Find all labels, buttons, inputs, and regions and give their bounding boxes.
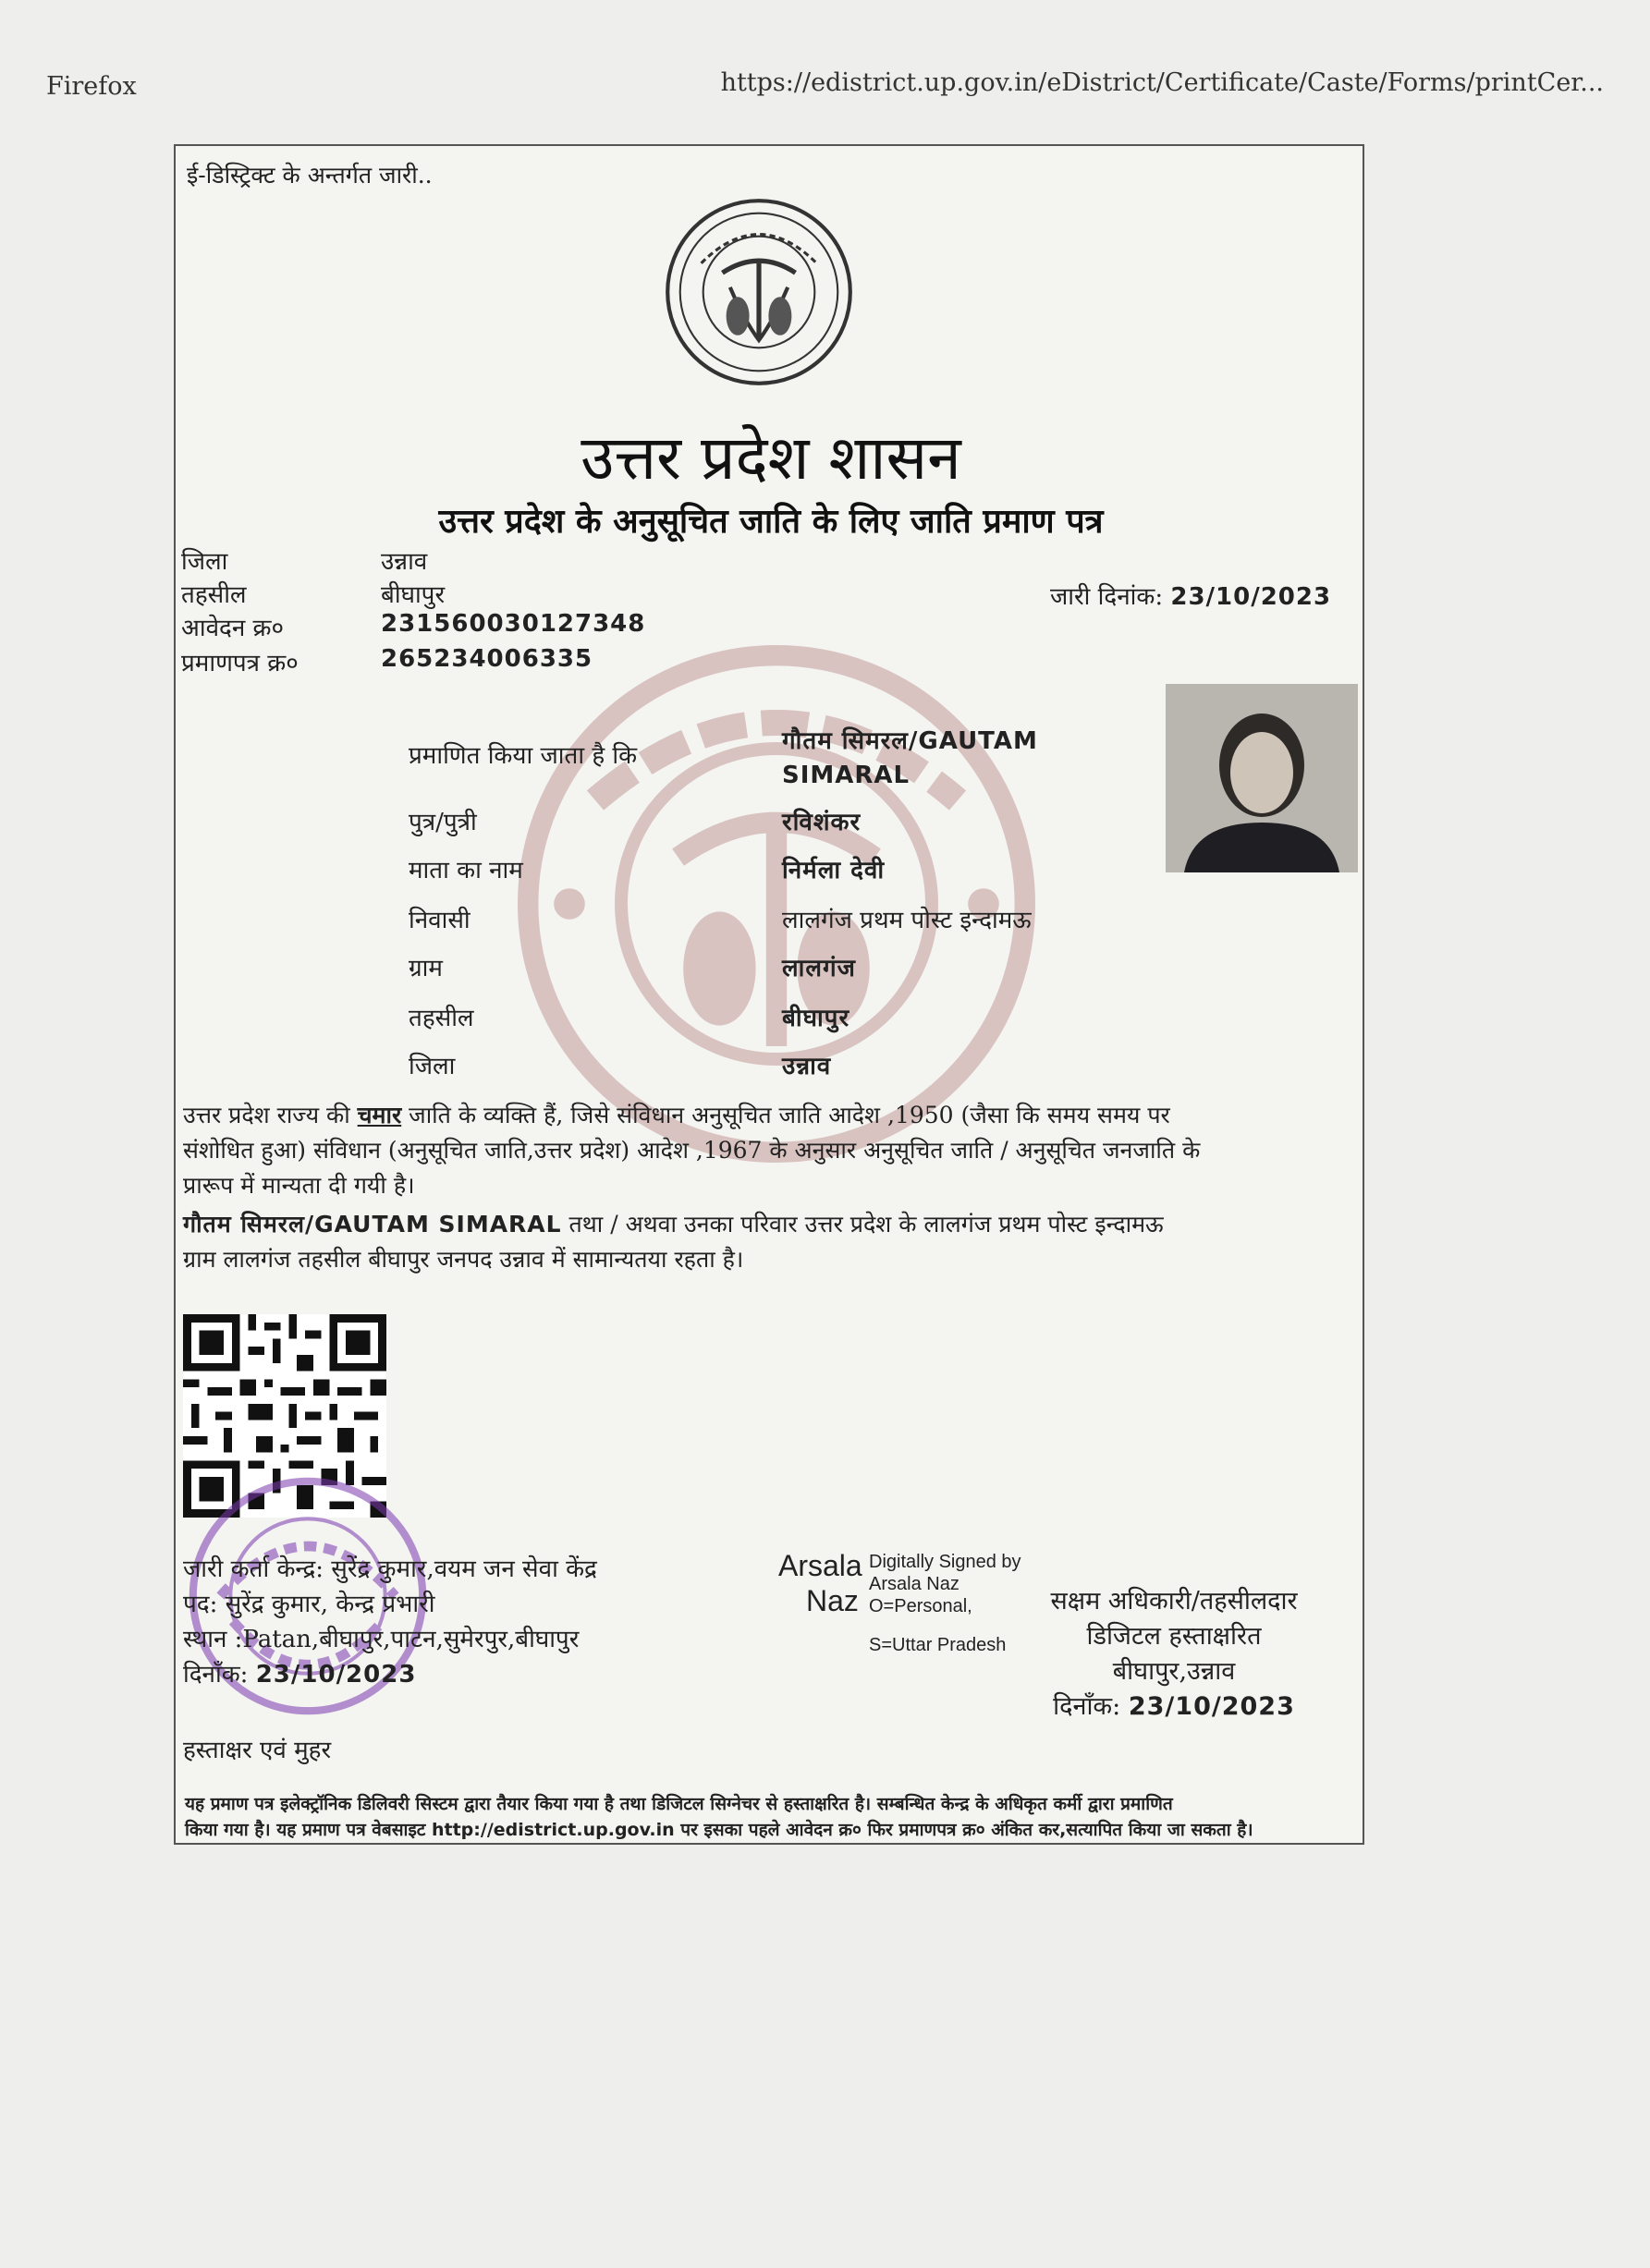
- officer-location: बीघापुर,उन्नाव: [1112, 1657, 1236, 1686]
- sign-and-seal-label: हस्ताक्षर एवं मुहर: [183, 1737, 332, 1764]
- issuer-date-value: 23/10/2023: [255, 1661, 417, 1689]
- digital-sign-line4: S=Uttar Pradesh: [869, 1635, 1007, 1655]
- application-number: 231560030127348: [381, 610, 646, 638]
- applicant-name-line1: गौतम सिमरल/GAUTAM: [782, 727, 1038, 755]
- certificate-number: 265234006335: [381, 645, 593, 673]
- certified-label: प्रमाणित किया जाता है कि: [409, 742, 638, 770]
- para1-prefix: उत्तर प्रदेश राज्य की: [183, 1102, 350, 1128]
- para2-name: गौतम सिमरल/GAUTAM SIMARAL: [183, 1211, 562, 1238]
- district-value: उन्नाव: [381, 548, 428, 576]
- signer-name-line1: Arsala: [778, 1549, 862, 1582]
- applicant-photo: [1166, 684, 1358, 872]
- residence-paragraph: [183, 1207, 1357, 1277]
- certificate-title: उत्तर प्रदेश शासन: [581, 422, 961, 494]
- mother-label: माता का नाम: [409, 857, 523, 884]
- para1-line1: जाति के व्यक्ति हैं, जिसे संविधान अनुसूचित जाति आदेश ,1950 (जैसा कि समय समय पर: [409, 1102, 1170, 1128]
- issuer-date-label: दिनाँक:: [183, 1661, 249, 1689]
- issue-date-label: जारी दिनांक:: [1050, 583, 1164, 611]
- issuer-date: [183, 1656, 416, 1689]
- para1-line3: प्रारूप में मान्यता दी गयी है।: [183, 1172, 415, 1199]
- caste-name: चमार: [357, 1102, 402, 1128]
- resident-label: निवासी: [409, 907, 471, 934]
- application-label: आवेदन क्र०: [181, 615, 285, 642]
- browser-name: Firefox: [46, 72, 137, 101]
- page-url: https://edistrict.up.gov.in/eDistrict/Certificate/Caste/Forms/printCer...: [720, 68, 1604, 97]
- officer-designation: सक्षम अधिकारी/तहसीलदार: [1050, 1587, 1298, 1616]
- detail-district-label: जिला: [409, 1053, 456, 1080]
- parent-label: पुत्र/पुत्री: [409, 809, 477, 836]
- village-label: ग्राम: [409, 955, 443, 982]
- detail-tehsil-label: तहसील: [409, 1005, 474, 1032]
- tehsil-label: तहसील: [181, 581, 247, 609]
- digital-sign-line3: O=Personal,: [869, 1596, 972, 1616]
- resident-value: लालगंज प्रथम पोस्ट इन्दामऊ: [782, 907, 1032, 934]
- issuer-place: स्थान :Patan,बीघापुर,पाटन,सुमेरपुर,बीघापुर: [183, 1626, 580, 1653]
- village-value: लालगंज: [782, 955, 856, 982]
- footer-line2: किया गया है। यह प्रमाण पत्र वेबसाइट http://edistrict.up.gov.in पर इसका पहले आवेदन क्र० फिर प्रमाणपत्र क्र० अंकित कर,सत्यापित किया जा सकता है।: [185, 1820, 1253, 1840]
- para2-line1: तथा / अथवा उनका परिवार उत्तर प्रदेश के लालगंज प्रथम पोस्ट इन्दामऊ: [568, 1211, 1164, 1238]
- certificate-subtitle: उत्तर प्रदेश के अनुसूचित जाति के लिए जाति प्रमाण पत्र: [438, 502, 1104, 541]
- issue-date-value: 23/10/2023: [1170, 583, 1332, 611]
- officer-block: [1017, 1584, 1331, 1725]
- applicant-name-line2: SIMARAL: [782, 762, 911, 789]
- mother-value: निर्मला देवी: [782, 857, 886, 884]
- para1-line2: संशोधित हुआ) संविधान (अनुसूचित जाति,उत्तर प्रदेश) आदेश ,1967 के अनुसार अनुसूचित जाति / अनुसूचित जनजाति के: [183, 1137, 1201, 1164]
- officer-date-value: 23/10/2023: [1128, 1692, 1295, 1721]
- caste-paragraph: [183, 1098, 1357, 1203]
- officer-digital-signed: डिजिटल हस्ताक्षरित: [1086, 1622, 1262, 1651]
- certificate: [174, 144, 1364, 1845]
- detail-tehsil-value: बीघापुर: [782, 1005, 850, 1032]
- detail-district-value: उन्नाव: [782, 1053, 832, 1080]
- parent-value: रविशंकर: [782, 809, 862, 836]
- issuer-post: पद: सुरेंद्र कुमार, केन्द्र प्रभारी: [183, 1591, 435, 1618]
- person-icon: [1166, 684, 1358, 872]
- issuer-centre: जारी कर्ता केन्द्र: सुरेंद्र कुमार,वयम जन सेवा केंद्र: [183, 1555, 597, 1583]
- issue-date: [1050, 579, 1331, 612]
- para2-line2: ग्राम लालगंज तहसील बीघापुर जनपद उन्नाव में सामान्यतया रहता है।: [183, 1246, 744, 1273]
- footer-line1: यह प्रमाण पत्र इलेक्ट्रॉनिक डिलिवरी सिस्टम द्वारा तैयार किया गया है तथा डिजिटल सिग्नेचर से हस्ताक्षरित है। सम्बन्धित केन्द्र के अधिकृत कर्मी द्वारा प्रमाणित: [185, 1794, 1173, 1814]
- issued-under-text: ई-डिस्ट्रिक्ट के अन्तर्गत जारी..: [187, 162, 433, 189]
- signer-name-line2: Naz: [806, 1584, 859, 1617]
- up-emblem-icon: [663, 196, 855, 388]
- district-label: जिला: [181, 548, 228, 576]
- certificate-footer-note: [185, 1791, 1357, 1843]
- digital-sign-line1: Digitally Signed by: [869, 1552, 1021, 1572]
- digital-signature-block: [869, 1551, 1021, 1656]
- officer-date-label: दिनाँक:: [1053, 1692, 1121, 1721]
- digital-sign-line2: Arsala Naz: [869, 1574, 959, 1594]
- tehsil-value: बीघापुर: [381, 581, 446, 609]
- certificate-label: प्रमाणपत्र क्र०: [181, 650, 299, 677]
